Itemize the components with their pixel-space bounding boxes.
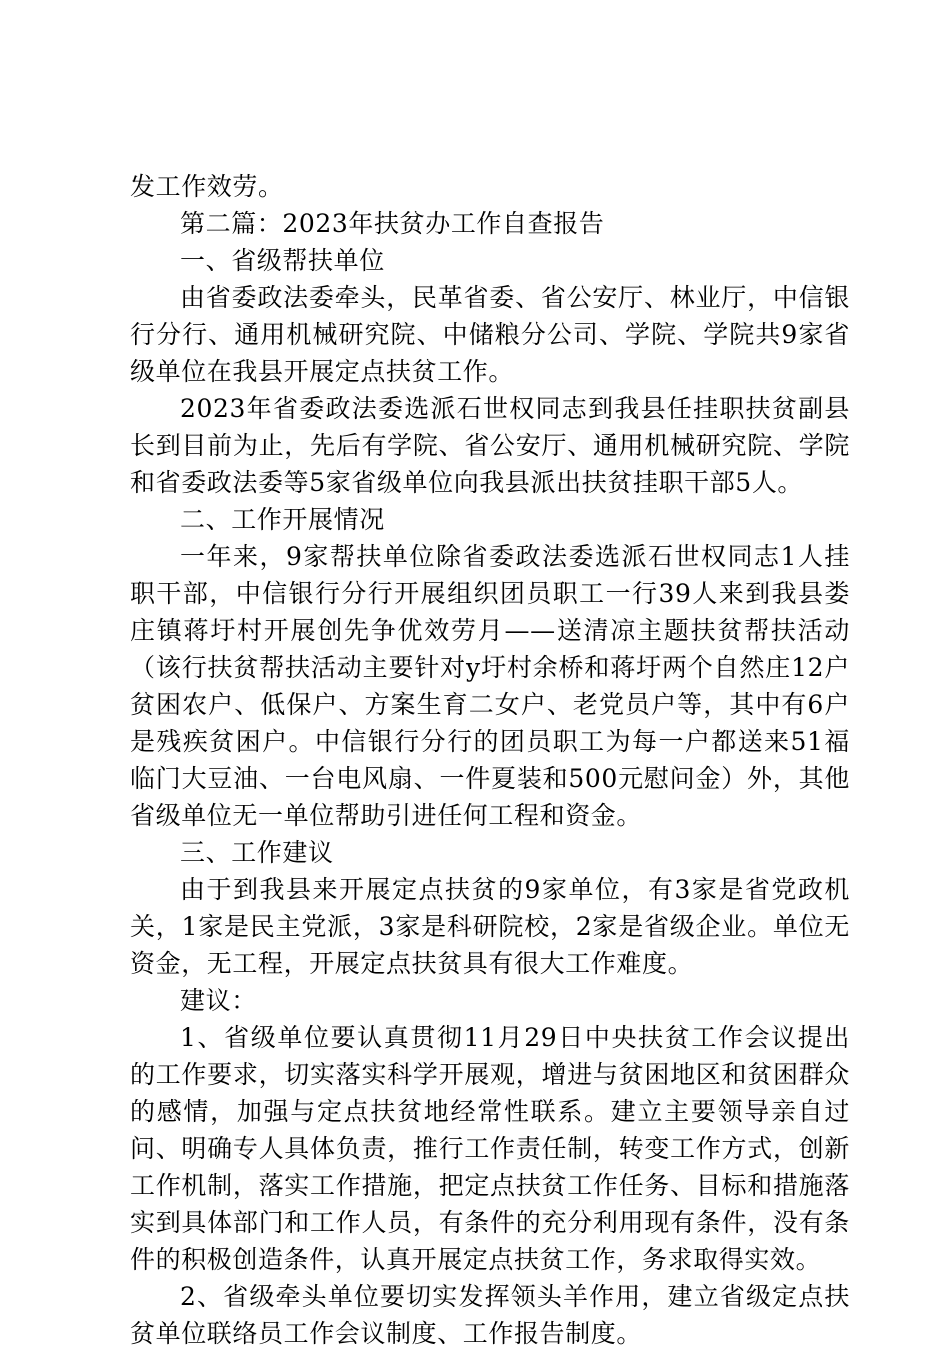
heading-provincial-units: 一、省级帮扶单位: [180, 246, 385, 275]
suggestion-item-2: 2、省级牵头单位要切实发挥领头羊作用，建立省级定点扶贫单位联络员工作会议制度、工作报告制度。: [130, 1282, 850, 1348]
suggestion-item-1: 1、省级单位要认真贯彻11月29日中央扶贫工作会议提出的工作要求，切实落实科学开展观，增进与贫困地区和贫困群众的感情，加强与定点扶贫地经常性联系。建立主要领导亲自过问、明确专人具体负责，推行工作责任制，转变工作方式，创新工作机制，落实工作措施，把定点扶贫工作任务、目标和措施落实到具体部门和工作人员，有条件的充分利用现有条件，没有条件的积极创造条件，认真开展定点扶贫工作，务求取得实效。: [130, 1023, 850, 1274]
section-title: 第二篇：2023年扶贫办工作自查报告: [180, 209, 605, 238]
heading-work-status: 二、工作开展情况: [180, 505, 385, 534]
document-body: [130, 168, 850, 1352]
paragraph-cadres: 2023年省委政法委选派石世权同志到我县任挂职扶贫副县长到目前为止，先后有学院、省公安厅、通用机械研究院、学院和省委政法委等5家省级单位向我县派出扶贫挂职干部5人。: [130, 394, 850, 497]
label-suggestions: 建议：: [180, 986, 257, 1015]
heading-suggestions: 三、工作建议: [180, 838, 334, 867]
paragraph-difficulty: 由于到我县来开展定点扶贫的9家单位，有3家是省党政机关，1家是民主党派，3家是科研院校，2家是省级企业。单位无资金，无工程，开展定点扶贫具有很大工作难度。: [130, 875, 850, 978]
paragraph-units-list: 由省委政法委牵头，民革省委、省公安厅、林业厅，中信银行分行、通用机械研究院、中储粮分公司、学院、学院共9家省级单位在我县开展定点扶贫工作。: [130, 283, 850, 386]
paragraph-work-status: 一年来，9家帮扶单位除省委政法委选派石世权同志1人挂职干部，中信银行分行开展组织团员职工一行39人来到我县娄庄镇蒋圩村开展创先争优效劳月——送清凉主题扶贫帮扶活动（该行扶贫帮扶活动主要针对y圩村余桥和蒋圩两个自然庄12户贫困农户、低保户、方案生育二女户、老党员户等，其中有6户是残疾贫困户。中信银行分行的团员职工为每一户都送来51福临门大豆油、一台电风扇、一件夏装和500元慰问金）外，其他省级单位无一单位帮助引进任何工程和资金。: [130, 542, 850, 830]
paragraph-continuation: 发工作效劳。: [130, 172, 284, 201]
